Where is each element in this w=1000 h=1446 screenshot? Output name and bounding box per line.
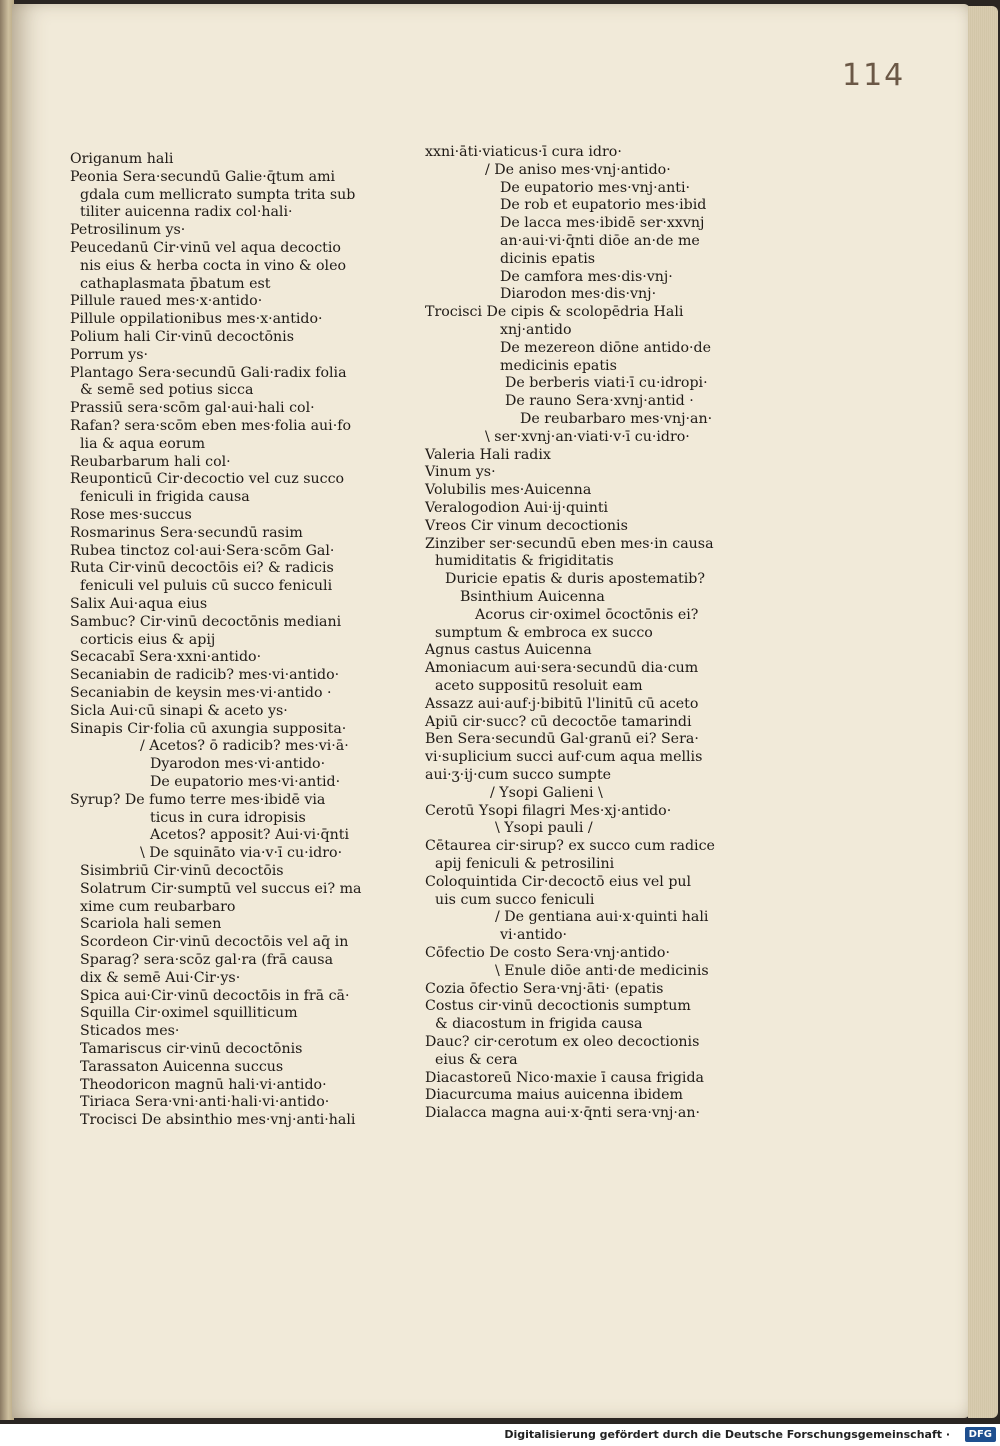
text-line: Plantago Sera·secundū Gali·radix folia [70, 364, 347, 381]
text-line: Vinum ys· [425, 464, 496, 481]
text-line: sumptum & embroca ex succo [435, 624, 653, 641]
text-line: Syrup? De fumo terre mes·ibidē via [70, 791, 326, 808]
text-line: Rosmarinus Sera·secundū rasim [70, 524, 303, 541]
text-line: Cētaurea cir·sirup? ex succo cum radice [425, 838, 715, 855]
text-line: gdala cum mellicrato sumpta trita sub [80, 186, 356, 203]
digitization-credit: Digitalisierung gefördert durch die Deutsche Forschungsgemeinschaft · [504, 1428, 950, 1441]
text-line: Cerotū Ysopi filagri Mes·xj·antido· [425, 802, 672, 819]
text-line: \ ser·xvnj·an·viati·v·ī cu·idro· [485, 428, 690, 445]
text-line: Salix Aui·aqua eius [70, 596, 208, 612]
text-line: Origanum hali [70, 151, 174, 167]
text-line: Tarassaton Auicenna succus [80, 1058, 284, 1075]
text-line: Dauc? cir·cerotum ex oleo decoctionis [425, 1034, 700, 1050]
text-line: Porrum ys· [70, 346, 148, 363]
text-line: Coloquintida Cir·decoctō eius vel pul [425, 873, 692, 890]
text-line: / Ysopi Galieni \ [490, 784, 603, 801]
text-line: xnj·antido [500, 322, 572, 338]
text-line: Zinziber ser·secundū eben mes·in causa [425, 535, 714, 552]
text-line: cathaplasmata p̄batum est [80, 275, 271, 292]
text-line: Spica aui·Cir·vinū decoctōis in frā cā· [80, 987, 350, 1004]
text-line: & diacostum in frigida causa [435, 1016, 643, 1033]
text-line: Trocisci De cipis & scolopēdria Hali [425, 304, 684, 321]
text-line: tiliter auicenna radix col·hali· [80, 204, 293, 221]
text-line: Valeria Hali radix [425, 446, 551, 463]
left-text-column [70, 150, 390, 1130]
text-line: Polium hali Cir·vinū decoctōnis [70, 329, 294, 345]
page-stack-edges [968, 6, 998, 1418]
text-line: De eupatorio mes·vnj·anti· [500, 179, 691, 196]
text-line: De reubarbaro mes·vnj·an· [520, 411, 713, 427]
text-line: dicinis epatis [500, 250, 596, 267]
text-line: xime cum reubarbaro [80, 898, 236, 915]
text-line: Peucedanū Cir·vinū vel aqua decoctio [70, 240, 341, 256]
text-line: uis cum succo feniculi [435, 891, 595, 908]
text-line: xxni·āti·viaticus·ī cura idro· [425, 144, 622, 160]
text-line: corticis eius & apij [80, 631, 216, 648]
text-line: & semē sed potius sicca [80, 382, 254, 399]
text-line: Assazz aui·auf·j·bibitū l'linitū cū aceto [425, 695, 699, 712]
text-line: Diacastoreū Nico·maxie ī causa frigida [425, 1069, 704, 1086]
text-line: Rafan? sera·scōm eben mes·folia aui·fo [70, 418, 352, 434]
text-line: nis eius & herba cocta in vino & oleo [80, 257, 347, 274]
text-line: Solatrum Cir·sumptū vel succus ei? ma [80, 880, 362, 897]
text-line: Sambuc? Cir·vinū decoctōnis mediani [70, 613, 342, 630]
text-line: Acetos? apposit? Aui·vi·q̄nti [150, 827, 349, 844]
text-line: lia & aqua eorum [80, 435, 206, 452]
text-line: an·aui·vi·q̄nti diōe an·de me [500, 233, 700, 249]
text-line: Acorus cir·oximel ōcoctōnis ei? [475, 606, 699, 623]
text-line: Volubilis mes·Auicenna [425, 482, 592, 499]
text-line: Reuponticū Cir·decoctio vel cuz succo [70, 471, 345, 488]
text-line: feniculi vel puluis cū succo feniculi [80, 578, 333, 595]
text-line: eius & cera [435, 1051, 518, 1068]
text-line: \ Ysopi pauli / [495, 820, 593, 837]
text-line: Amoniacum aui·sera·secundū dia·cum [425, 660, 699, 677]
text-line: Scariola hali semen [80, 916, 222, 933]
text-line: aui·ʒ·ij·cum succo sumpte [425, 767, 612, 783]
text-line: Bsinthium Auicenna [460, 589, 605, 605]
text-line: / De aniso mes·vnj·antido· [485, 161, 671, 178]
text-line: / De gentiana aui·x·quinti hali [495, 909, 709, 926]
text-line: De mezereon diōne antido·de [500, 339, 712, 356]
text-line: De rauno Sera·xvnj·antid · [505, 393, 694, 410]
text-line: Ruta Cir·vinū decoctōis ei? & radicis [70, 560, 334, 577]
text-line: Sisimbriū Cir·vinū decoctōis [80, 863, 284, 879]
text-line: Tamariscus cir·vinū decoctōnis [80, 1041, 303, 1057]
text-line: Rubea tinctoz col·aui·Sera·scōm Gal· [70, 542, 335, 559]
text-line: / Acetos? ō radicib? mes·vi·ā· [140, 738, 349, 755]
text-line: Diacurcuma maius auicenna ibidem [425, 1087, 683, 1104]
text-line: De lacca mes·ibidē ser·xxvnj [500, 215, 705, 232]
text-line: Petrosilinum ys· [70, 222, 186, 239]
text-line: Vreos Cir vinum decoctionis [425, 517, 628, 534]
text-line: Trocisci De absinthio mes·vnj·anti·hali [80, 1112, 356, 1129]
text-line: feniculi in frigida causa [80, 489, 250, 506]
text-line: aceto suppositū resoluit eam [435, 678, 643, 694]
text-line: Squilla Cir·oximel squilliticum [80, 1005, 298, 1022]
text-line: Rose mes·succus [70, 507, 192, 523]
text-line: Secaniabin de radicib? mes·vi·antido· [70, 667, 340, 684]
text-line: Sticados mes· [80, 1023, 180, 1040]
text-line: Tiriaca Sera·vni·anti·hali·vi·antido· [80, 1094, 330, 1111]
text-line: Sicla Aui·cū sinapi & aceto ys· [70, 702, 288, 719]
text-line: ticus in cura idropisis [150, 809, 306, 826]
text-line: vi·antido· [500, 927, 568, 944]
text-line: Cōfectio De costo Sera·vnj·antido· [425, 945, 670, 961]
text-line: Agnus castus Auicenna [425, 642, 592, 659]
text-line: vi·suplicium succi auf·cum aqua mellis [425, 749, 703, 766]
text-line: Sparag? sera·scōz gal·ra (frā causa [80, 952, 334, 968]
text-line: Reubarbarum hali col· [70, 453, 231, 470]
text-line: Secacabī Sera·xxni·antido· [70, 649, 262, 666]
text-line: Cozia ōfectio Sera·vnj·āti· (epatis [425, 980, 664, 997]
text-line: De camfora mes·dis·vnj· [500, 268, 673, 285]
text-line: Ben Sera·secundū Gal·granū ei? Sera· [425, 731, 699, 748]
text-line: humiditatis & frigiditatis [435, 553, 614, 570]
text-line: Pillule oppilationibus mes·x·antido· [70, 311, 323, 328]
text-line: Apiū cir·succ? cū decoctōe tamarindi [425, 713, 692, 730]
text-line: Costus cir·vinū decoctionis sumptum [425, 998, 691, 1015]
text-line: Sinapis Cir·folia cū axungia supposita· [70, 720, 347, 737]
text-line: Scordeon Cir·vinū decoctōis vel aq̄ in [80, 934, 349, 951]
text-line: apij feniculi & petrosilini [435, 856, 615, 872]
text-line: Peonia Sera·secundū Galie·q̄tum ami [70, 168, 336, 185]
text-line: \ Enule diōe anti·de medicinis [495, 962, 709, 979]
right-text-column [425, 143, 725, 1143]
text-line: Duricie epatis & duris apostematib? [445, 571, 705, 588]
text-line: Pillule raued mes·x·antido· [70, 293, 263, 310]
text-line: \ De squināto via·v·ī cu·idro· [140, 845, 343, 862]
text-line: dix & semē Aui·Cir·ys· [80, 969, 241, 986]
dfg-logo-icon: DFG [965, 1427, 996, 1442]
text-line: Dyarodon mes·vi·antido· [150, 756, 326, 773]
text-line: Diarodon mes·dis·vnj· [500, 286, 657, 303]
folio-number: 114 [842, 58, 906, 93]
text-line: De eupatorio mes·vi·antid· [150, 774, 341, 790]
text-line: Dialacca magna aui·x·q̄nti sera·vnj·an· [425, 1105, 701, 1122]
text-line: Theodoricon magnū hali·vi·antido· [80, 1076, 327, 1093]
text-line: De berberis viati·ī cu·idropi· [505, 375, 708, 392]
text-line: medicinis epatis [500, 357, 617, 374]
text-line: De rob et eupatorio mes·ibid [500, 197, 707, 214]
text-line: Secaniabin de keysin mes·vi·antido · [70, 685, 332, 701]
text-line: Veralogodion Aui·ij·quinti [425, 500, 609, 516]
text-line: Prassiū sera·scōm gal·aui·hali col· [70, 400, 315, 417]
